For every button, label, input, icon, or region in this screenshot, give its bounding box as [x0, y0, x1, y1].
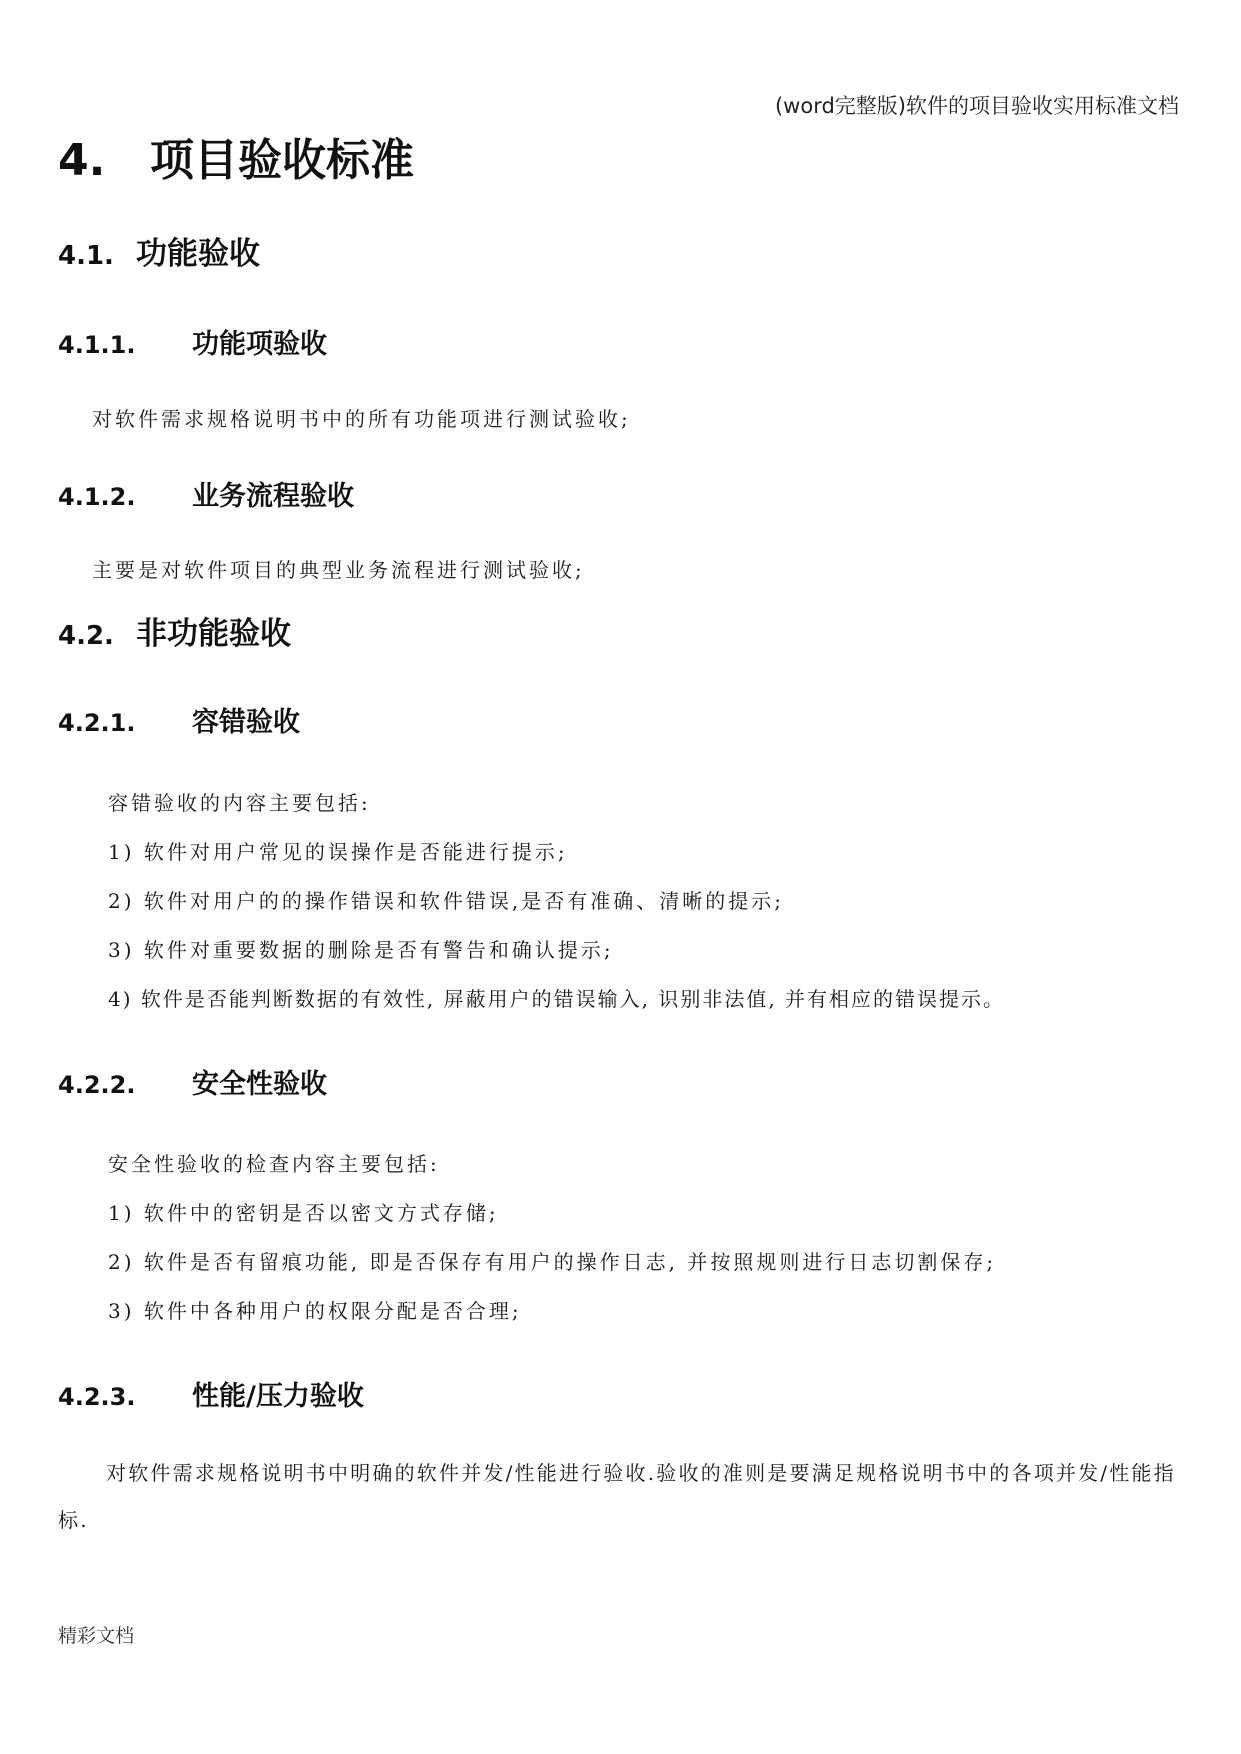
heading-section-4-1-1 [58, 322, 327, 361]
heading-number: 4.1.2. [58, 483, 136, 511]
heading-title: 非功能验收 [136, 616, 291, 652]
heading-section-4-1-2 [58, 474, 354, 513]
paragraph-security-intro: 安全性验收的检查内容主要包括: [108, 1152, 440, 1176]
heading-section-4-2-3 [58, 1374, 364, 1413]
heading-section-4-1 [58, 228, 260, 273]
heading-number: 4.1. [58, 241, 114, 271]
heading-section-4 [58, 124, 414, 188]
list-item: 3) 软件对重要数据的删除是否有警告和确认提示; [108, 938, 614, 962]
heading-number: 4.2.2. [58, 1071, 136, 1099]
heading-title: 性能/压力验收 [192, 1381, 364, 1412]
list-item: 2) 软件对用户的的操作错误和软件错误,是否有准确、清晰的提示; [108, 889, 784, 913]
heading-section-4-2 [58, 608, 291, 653]
heading-section-4-2-2 [58, 1062, 327, 1101]
paragraph-fault-tolerance-intro: 容错验收的内容主要包括: [108, 791, 371, 815]
paragraph-business-process: 主要是对软件项目的典型业务流程进行测试验收; [92, 558, 585, 582]
heading-title: 项目验收标准 [150, 135, 414, 186]
heading-title: 业务流程验收 [192, 481, 354, 512]
heading-number: 4.2. [58, 621, 114, 651]
list-item: 1) 软件对用户常见的误操作是否能进行提示; [108, 840, 568, 864]
list-item: 1) 软件中的密钥是否以密文方式存储; [108, 1201, 499, 1225]
heading-title: 功能项验收 [192, 329, 327, 360]
heading-number: 4. [58, 135, 106, 186]
list-item: 4) 软件是否能判断数据的有效性, 屏蔽用户的错误输入, 识别非法值, 并有相应的错误提示。 [108, 987, 1006, 1011]
heading-title: 功能验收 [136, 236, 260, 272]
paragraph-functional-items: 对软件需求规格说明书中的所有功能项进行测试验收; [92, 407, 631, 431]
page-footer: 精彩文档 [58, 1625, 135, 1647]
heading-title: 容错验收 [192, 707, 300, 738]
page-header: (word完整版)软件的项目验收实用标准文档 [774, 94, 1179, 118]
heading-title: 安全性验收 [192, 1069, 327, 1100]
heading-number: 4.2.3. [58, 1383, 136, 1411]
list-item: 3) 软件中各种用户的权限分配是否合理; [108, 1299, 522, 1323]
heading-number: 4.2.1. [58, 709, 136, 737]
heading-section-4-2-1 [58, 700, 300, 739]
paragraph-performance: 对软件需求规格说明书中明确的软件并发/性能进行验收.验收的准则是要满足规格说明书中的各项并发/性能指标. [58, 1461, 1176, 1532]
heading-number: 4.1.1. [58, 331, 136, 359]
list-item: 2) 软件是否有留痕功能, 即是否保存有用户的操作日志, 并按照规则进行日志切割保存; [108, 1250, 997, 1274]
